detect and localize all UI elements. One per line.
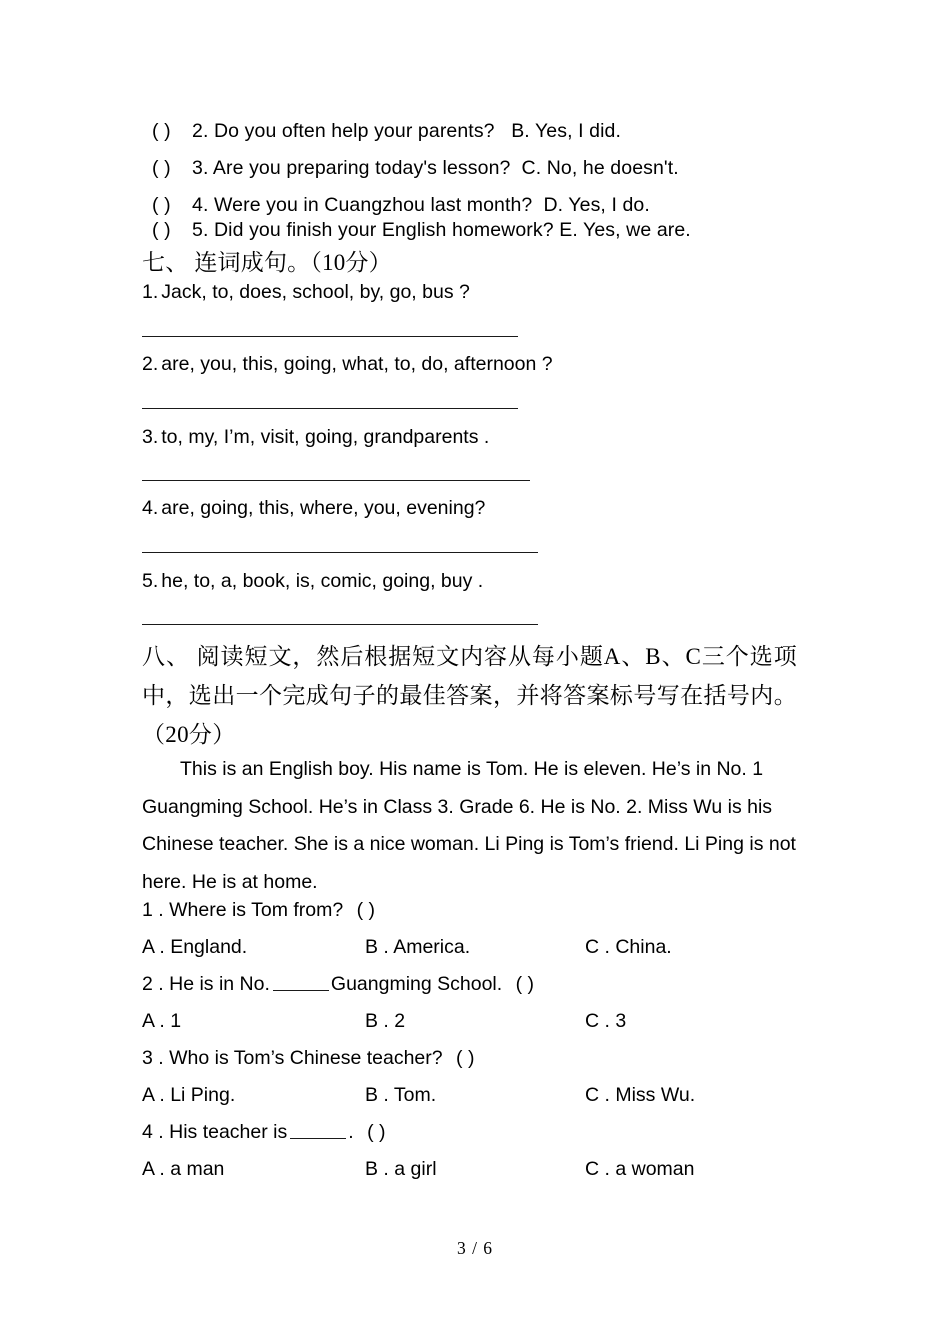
- option-b[interactable]: [365, 1084, 436, 1107]
- page-number: 3 / 6: [456, 1238, 494, 1258]
- option-label: A .: [142, 936, 165, 958]
- option-label: C .: [585, 936, 610, 958]
- item-words: to, my, I’m, visit, going, grandparents .: [161, 426, 490, 448]
- matching-item: [152, 157, 679, 180]
- word-order-item: [142, 570, 483, 593]
- option-a[interactable]: [142, 1010, 181, 1033]
- option-c[interactable]: [585, 1010, 626, 1033]
- question-4: [142, 1121, 385, 1144]
- question-text-before-blank: His teacher is: [169, 1121, 288, 1143]
- option-text: Tom.: [393, 1084, 437, 1106]
- matching-item-question: Do you often help your parents?: [214, 120, 495, 142]
- option-text: America.: [393, 936, 471, 958]
- option-a[interactable]: [142, 1158, 224, 1181]
- answer-parenthesis[interactable]: ( ): [152, 219, 171, 241]
- word-order-item: [142, 281, 470, 304]
- option-a[interactable]: [142, 936, 247, 959]
- option-label: C .: [585, 1158, 610, 1180]
- answer-blank-line[interactable]: [142, 624, 538, 625]
- option-label: C .: [585, 1084, 610, 1106]
- word-order-item: [142, 497, 485, 520]
- question-number: 3 .: [142, 1047, 164, 1069]
- matching-item: [152, 219, 691, 242]
- word-order-item: [142, 426, 489, 449]
- matching-item-answer: D. Yes, I do.: [543, 194, 650, 216]
- option-c[interactable]: [585, 936, 672, 959]
- option-label: A .: [142, 1158, 165, 1180]
- option-label: A .: [142, 1084, 165, 1106]
- question-number: 1 .: [142, 899, 164, 921]
- option-b[interactable]: [365, 936, 470, 959]
- item-number: 1.: [142, 281, 159, 303]
- option-label: A .: [142, 1010, 165, 1032]
- option-text: Miss Wu.: [615, 1084, 696, 1106]
- option-text: a man: [170, 1158, 225, 1180]
- inline-answer-blank[interactable]: [290, 1123, 346, 1139]
- passage-text: This is an English boy. His name is Tom. He is eleven. He’s in No. 1 Guangming School. He’s in Class 3. Grade 6. He is No. 2. Miss Wu is his Chinese teacher. She is a nice woman. Li Ping is Tom’s friend. Li Ping is not here. He is at home.: [142, 758, 796, 893]
- item-words: are, going, this, where, you, evening?: [161, 497, 486, 519]
- option-text: 3: [615, 1010, 627, 1032]
- inline-answer-blank[interactable]: [273, 975, 329, 991]
- option-c[interactable]: [585, 1084, 695, 1107]
- option-text: 1: [170, 1010, 182, 1032]
- option-text: Li Ping.: [170, 1084, 236, 1106]
- option-label: B .: [365, 1084, 389, 1106]
- answer-parenthesis[interactable]: ( ): [356, 899, 376, 921]
- matching-item-number: 5.: [192, 219, 209, 241]
- option-label: B .: [365, 1010, 389, 1032]
- question-text-before-blank: He is in No.: [169, 973, 270, 995]
- option-c[interactable]: [585, 1158, 694, 1181]
- item-words: he, to, a, book, is, comic, going, buy .: [161, 570, 484, 592]
- question-number: 2 .: [142, 973, 164, 995]
- item-words: Jack, to, does, school, by, go, bus ?: [161, 281, 470, 303]
- matching-item-answer: C. No, he doesn't.: [521, 157, 679, 179]
- section-seven-heading: 七、 连词成句。（10分）: [142, 250, 392, 275]
- answer-blank-line[interactable]: [142, 336, 518, 337]
- question-text: Who is Tom’s Chinese teacher?: [169, 1047, 443, 1069]
- question-text-after-blank: Guangming School.: [330, 973, 503, 995]
- option-b[interactable]: [365, 1010, 405, 1033]
- question-3: [142, 1047, 474, 1070]
- item-words: are, you, this, going, what, to, do, afternoon ?: [161, 353, 553, 375]
- answer-blank-line[interactable]: [142, 552, 538, 553]
- option-text: a girl: [394, 1158, 437, 1180]
- matching-item-question: Are you preparing today's lesson?: [212, 157, 511, 179]
- answer-parenthesis[interactable]: ( ): [515, 973, 535, 995]
- answer-parenthesis[interactable]: ( ): [152, 157, 171, 179]
- matching-item-answer: B. Yes, I did.: [511, 120, 621, 142]
- item-number: 4.: [142, 497, 159, 519]
- matching-item-answer: E. Yes, we are.: [559, 219, 691, 241]
- answer-blank-line[interactable]: [142, 480, 530, 481]
- option-text: China.: [615, 936, 672, 958]
- section-eight-heading: 八、 阅读短文，然后根据短文内容从每小题A、B、C三个选项中，选出一个完成句子的最佳答案，并将答案标号写在括号内。（20分）: [142, 644, 797, 747]
- matching-item: [152, 194, 650, 217]
- option-label: B .: [365, 1158, 389, 1180]
- answer-parenthesis[interactable]: ( ): [152, 120, 171, 142]
- matching-item-question: Did you finish your English homework?: [214, 219, 554, 241]
- question-text-after-blank: .: [348, 1121, 354, 1143]
- matching-item: [152, 120, 621, 143]
- question-1: [142, 899, 375, 922]
- item-number: 3.: [142, 426, 159, 448]
- answer-parenthesis[interactable]: ( ): [367, 1121, 386, 1143]
- matching-item-number: 3.: [192, 157, 209, 179]
- answer-blank-line[interactable]: [142, 408, 518, 409]
- option-label: C .: [585, 1010, 610, 1032]
- answer-parenthesis[interactable]: ( ): [456, 1047, 475, 1069]
- word-order-item: [142, 353, 553, 376]
- option-a[interactable]: [142, 1084, 235, 1107]
- answer-parenthesis[interactable]: ( ): [152, 194, 171, 216]
- option-label: B .: [365, 936, 389, 958]
- matching-item-question: Were you in Cuangzhou last month?: [214, 194, 533, 216]
- question-2: [142, 973, 534, 996]
- matching-item-number: 2.: [192, 120, 209, 142]
- option-b[interactable]: [365, 1158, 437, 1181]
- option-text: England.: [170, 936, 248, 958]
- question-text: Where is Tom from?: [169, 899, 344, 921]
- reading-passage: [142, 751, 802, 901]
- option-text: 2: [394, 1010, 406, 1032]
- item-number: 2.: [142, 353, 159, 375]
- item-number: 5.: [142, 570, 159, 592]
- matching-item-number: 4.: [192, 194, 209, 216]
- option-text: a woman: [615, 1158, 695, 1180]
- question-number: 4 .: [142, 1121, 164, 1143]
